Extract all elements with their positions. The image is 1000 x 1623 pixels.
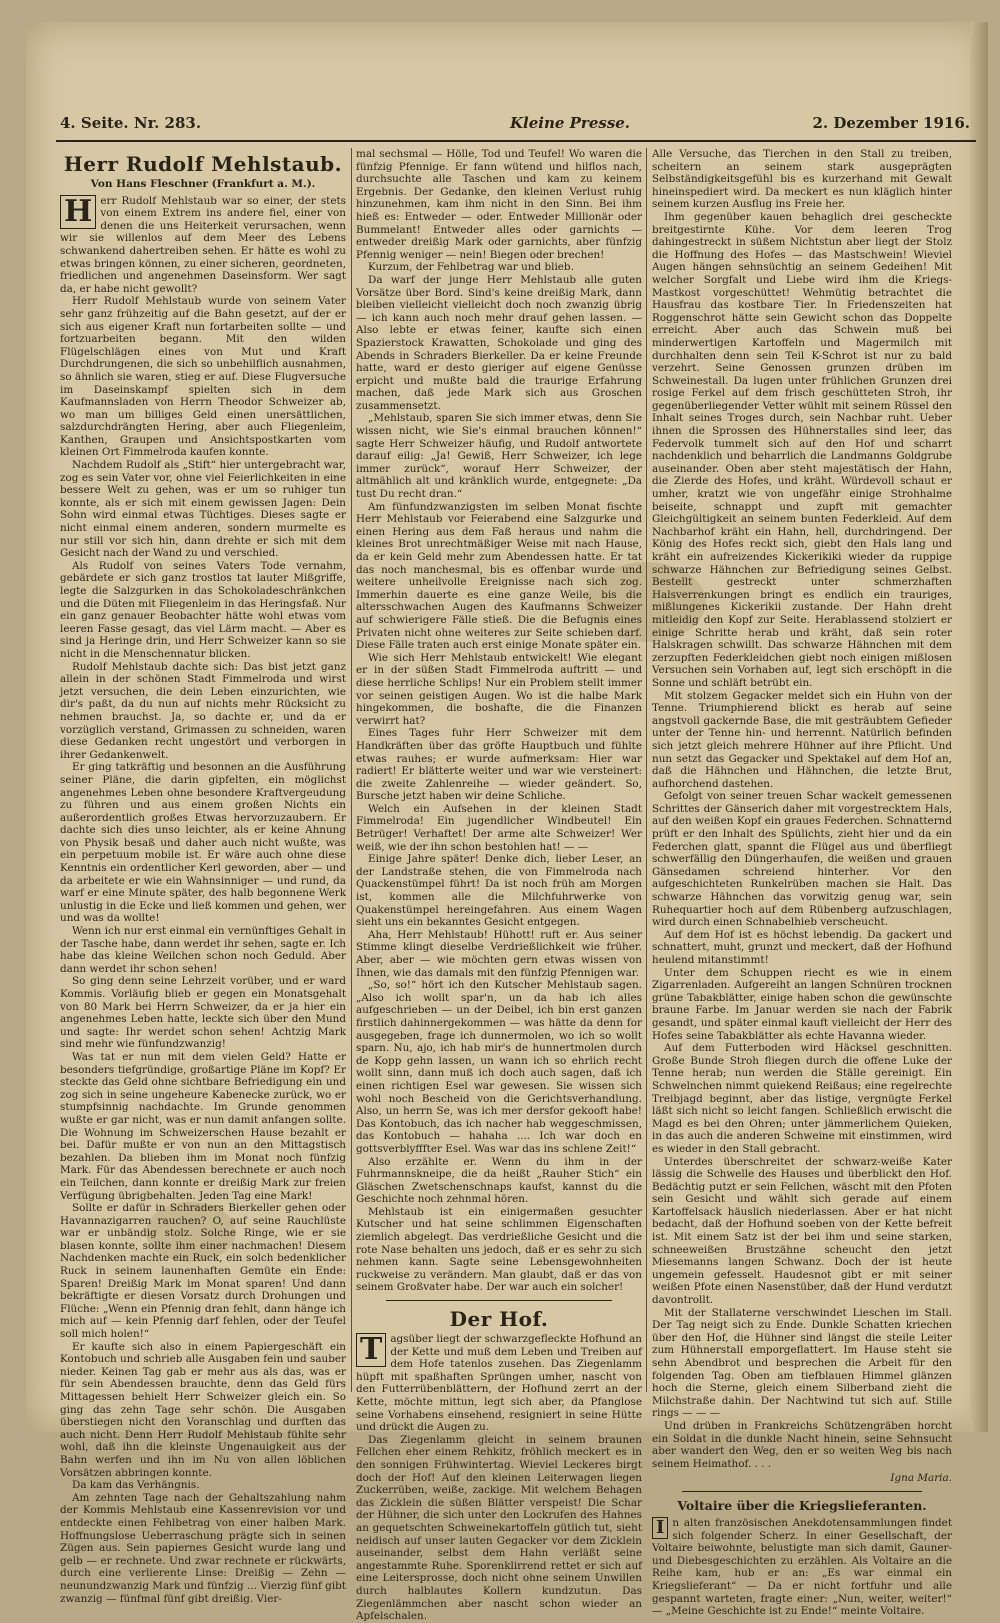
article-paragraph: Wenn ich nur erst einmal ein vernünftiges Gehalt in der Tasche habe, dann werdet ihr sehen, sagte er. Ich habe das kleine Weilchen schon noch Geduld. Aber dann werdet ihr schon sehen!	[60, 925, 346, 975]
article-paragraph: Eines Tages fuhr Herr Schweizer mit dem Handkräften über das gröfte Hauptbuch und fühlte etwas rauhes; er wurde aufmerksam: Hier war radiert! Er blätterte weiter und war wie versteinert: die zweite Zahlenreihe — wieder geändert. So, Bursche jetzt haben wir deine Schliche.	[356, 727, 642, 803]
article-paragraph: „So, so!“ hört ich den Kutscher Mehlstaub sagen. „Also ich wollt spar'n, un da hab ich alles aufgeschrieben — un der Deibel, ich bin erst ganzen firstlich dahinnergekommen — was hätte da denn for ausgegeben, frage ich dunnermolen, wo ich so wollt sparn. Nu, ajo, ich hab mir's de hunnertmolen durch de Kopp gehn lassen, un wann ich so ehrlich recht wollt sinn, dann muß ich doch auch sagen, daß ich einen richtigen Esel war gewesen. Sie wissen sich wohl noch Bescheid von die Gerichtsverhandlung. Also, un herrn Se, was ich mer dersfor gekooft habe! Das Kontobuch, das ich nacher hab weggeschmissen, das Kontobuch — hahaha .... Ich war doch en gottsverblyfffter Esel. Was war das ins schlene Zeit!“	[356, 979, 642, 1155]
article-title: Voltaire über die Kriegslieferanten.	[677, 1497, 927, 1513]
column-1	[60, 148, 346, 1605]
header-rule	[56, 140, 976, 142]
article-paragraph: Mehlstaub ist ein einigermaßen gesuchter Kutscher und hat seine schlimmen Eigenschaften ziemlich abgelegt. Das verdrießliche Gesicht und die rote Nase behalten uns jedoch, daß er es sehr zu sich nehmen kann. Sagte seine Lebensgewohnheiten ruckweise zu verändern. Man glaubt, daß er das von seinem Großvater habe. Der war auch ein solcher!	[356, 1205, 642, 1294]
column-separator	[646, 148, 647, 1392]
article-paragraph: Ihm gegenüber kauen behaglich drei gescheckte breitgestirnte Kühe. Vor dem leeren Trog dahingestreckt in süßem Nichtstun aber liegt der Stolz die Hoffnung des Hofes — das Mastschwein! Wieviel Augen hängen sehnsüchtig an seinem Gedeihen! Mit welcher Sorgfalt und Liebe wird ihm die Kriegs-Mastkost vorgeschüttet! Wehmütig betrachtet die Hausfrau das kostbare Tier. In Friedenszeiten hat Roggenschrot hätte sein Gewicht schon das Doppelte erreicht. Aber auch das Schwein muß bei minderwertigen Kartoffeln und Magermilch mit durchhalten denn sein Teil K-Schrot ist nur zu bald verzehrt. Seine Genossen grunzen drüben im Schweinestall. Da lugen unter frühlichen Grunzen drei rosige Ferkel auf dem frisch geschütteten Stroh, ihr gegenüberliegender Vetter wühlt mit seinem Rüssel den Inhalt seines Troges durch, sein Nachbar ruht. Ueber ihnen die Sprossen des Hühnerstalles sind leer, das Federvolk tummelt sich auf den Hof und scharrt nachdenklich und beharrlich die Landmanns Goldgrube auseinander. Oben aber steht majestätisch der Hahn, die Zierde des Hofes, und kräht. Würdevoll schaut er umher, kratzt wie von ungefähr einige Strohhalme beiseite, schnappt und zupft mit gemachter Gleichgültigkeit an seinem bunten Federkleid. Auf dem Nachbarhof kräht ein Hahn, hell, durchdringend. Der König des Hofes reckt sich, giebt den Hals lang und kräht ein aufreizendes Kickerikiki wieder da ruppige schwarze Hähnchen zur Befriedigung seines Gelbst. Bestellt gestreckt unter schmerzhaften Halsverrenkungen bringt es endlich ein trauriges, mißlungenes Kickerikii zustande. Der Hahn dreht mitleidig den Kopf zur Seite. Herablassend stolziert er einige Schritte herab und kräht, daß sein roter Halskragen schwillt. Das schwarze Hähnchen mit dem zerzupften Federkleidchen giebt noch einigen mißlosen Versuchen sein Vorhaben auf, legt sich erschöpft in die Sonne und schläft betrübt ein.	[652, 210, 952, 689]
article-paragraph: Da kam das Verhängnis.	[72, 1479, 200, 1492]
column-separator	[351, 148, 352, 1392]
page-number: 4. Seite. Nr. 283.	[60, 114, 202, 132]
article-divider	[386, 1300, 612, 1301]
article-paragraph: So ging denn seine Lehrzeit vorüber, und er ward Kommis. Vorläufig blieb er gegen ein Monatsgehalt von 80 Mark bei Herrn Schweizer, da er ja hier ein angenehmes Leben hatte, leckte sich über den Mund und sagte: Ihr werdet schon sehen! Achtzig Mark sind mehr wie fünfundzwanzig!	[60, 975, 346, 1051]
article-paragraph: I n alten französischen Anekdotensammlungen findet sich folgender Scherz. In einer Gesellschaft, der Voltaire beiwohnte, belustigte man sich damit, Gauner- und Diebesgeschichten zu erzählen. Als Voltaire an die Reihe kam, hub er an: „Es war einmal ein Kriegslieferant“ — Da er nicht fortfuhr und alle gespannt warteten, fragte einer: „Nun, weiter, weiter!“ — „Meine Geschichte ist zu Ende!“ meinte Voltaire.	[652, 1516, 952, 1618]
article-paragraph: Da warf der junge Herr Mehlstaub alle guten Vorsätze über Bord. Sind's keine dreißig Mark, dann bleiben vielleicht vielleicht doch noch zwanzig übrig — ich kann auch noch mehr drauf gehen lassen. — Also lebte er etwas feiner, kaufte sich einen Spazierstock Krawatten, Schokolade und ging des Abends in Schraders Bierkeller. Da er keine Freunde hatte, ward er desto gieriger auf eigene Genüsse erpicht und mußte bald die traurige Erfahrung machen, daß jede Mark sich aus Groschen zusammensetzt.	[356, 273, 642, 412]
article-paragraph: Auf dem Futterboden wird Häcksel geschnitten. Große Bunde Stroh fliegen durch die offene Luke der Tenne herab; nun werden die Ställe gereinigt. Ein Schwelnchen nimmt quiekend Reißaus; eine regelrechte Treibjagd beginnt, aber das listige, vergnügte Ferkel läßt sich nicht so leicht fangen. Schließlich erwischt die Magd es bei den Ohren; unter jämmerlichem Quieken, in das auch die anderen Schweine mit einstimmen, wird es wieder in den Stall gebracht.	[652, 1042, 952, 1155]
article-paragraph: Mit stolzem Gegacker meldet sich ein Huhn von der Tenne. Triumphierend blickt es herab auf seine angstvoll gackernde Base, die mit gesträubtem Gefieder unter der Tenne hin- und herrennt. Natürlich befinden sich jetzt gleich mehrere Hühner auf ihre Pflicht. Und nun setzt das Gegacker und Spektakel auf dem Hof an, daß die Hähnchen und Hähnchen, die letzte Brut, aufhorchend dastehen.	[652, 689, 952, 790]
article-paragraph: „Mehlstaub, sparen Sie sich immer etwas, denn Sie wissen nicht, wie Sie's einmal brauchen können!“ sagte Herr Schweizer häufig, und Rudolf antwortete darauf eilig: „Ja! Gewiß, Herr Schweizer, ich lege immer zurück“, worauf Herr Schweizer, der altmählich alt und kränklich wurde, entgegnete: „Da tust Du recht dran.“	[356, 412, 642, 501]
article-paragraph: mal sechsmal — Hölle, Tod und Teufel! Wo waren die fünfzig Pfennige. Er fann wütend und hilflos nach, durchsuchte alle Taschen und kam zu keinem Ergebnis. Der Gedanke, den kleinen Verlust ruhig hinzunehmen, kam ihm nicht in den Sinn. Bei ihm hieß es: Entweder — oder. Entweder Millionär oder Bummelant! Entweder alles oder garnichts — entweder dreißig Mark oder garnichts, aber fünfzig Pfennig weniger — nein! Biegen oder brechen!	[356, 148, 642, 261]
article-paragraph: Unterdes überschreitet der schwarz-weiße Kater lässig die Schwelle des Hauses und überblickt den Hof. Bedächtig putzt er sein Fellchen, wäscht mit den Pfoten sein Gesicht und wählt sich gerade auf einem Kartoffelsack häuslich niederlassen. Aber er hat nicht bedacht, daß der Hofhund soeben von der Kette befreit ist. Mit einem Satz ist der bei ihm und seine starken, schneeweißen Brustzähne scheucht den jetzt Miesemanns langen Schwanz. Doch der ist heute ungemein gefesselt. Haudesnot gibt er mit seiner weißen Pfote einen Nasenstüber, daß der Hund verdutzt davontrollt.	[652, 1155, 952, 1307]
article-paragraph: Was tat er nun mit dem vielen Geld? Hatte er besonders tiefgründige, großartige Pläne im Kopf? Er steckte das Geld ohne sichtbare Befriedigung ein und zog sich in seine ungeheure Kabenecke zurück, wo er stumpfsinnig nachdachte. Im Grunde genommen wußte er gar nicht, was er nun damit anfangen sollte. Die Wohnung im Schweizerschen Hause bezahlt er bei. Dafür mußte er von nun an den Mittagstisch bezahlen. Da blieben ihm im Monat noch fünfzig Mark. Für das Abendessen berechnete er auch noch ein Teilchen, dann konnte er dreißig Mark zur freien Verfügung übrigbehalten. Jeden Tag eine Mark!	[60, 1050, 346, 1202]
article-paragraph: Welch ein Aufsehen in der kleinen Stadt Fimmelroda! Ein jugendlicher Windbeutel! Ein Betrüger! Verhaftet! Der arme alte Schweizer! Wer weiß, wie der ihn schon bestohlen hat! — —	[356, 802, 642, 853]
newspaper-page	[26, 22, 988, 1623]
article-paragraph: Kurzum, der Fehlbetrag war und blieb.	[368, 261, 574, 274]
article-paragraph: Aha, Herr Mehlstaub! Hühott! ruft er. Aus seiner Stimme klingt dieselbe Verdrießlichkeit wie früher. Aber, aber — wie möchten gern etwas wissen von Ihnen, wie das damals mit den fünfzig Pfennigen war.	[356, 928, 642, 979]
page-header	[50, 108, 980, 138]
article-byline: Von Hans Fleschner (Frankfurt a. M.).	[90, 178, 316, 190]
article-paragraph: Einige Jahre später! Denke dich, lieber Leser, an der Landstraße stehen, die von Fimmelroda nach Quackenstümpel führt! Da ist noch früh am Morgen ist, kommen alle die Milchfuhrwerke von Quakenstümpel hereingefahren. Aus einem Wagen sieht uns ein bekanntes Gesicht entgegen.	[356, 853, 642, 929]
article-paragraph: Nachdem Rudolf als „Stift“ hier untergebracht war, zog es sein Vater vor, ohne viel Feierlichkeiten in eine bessere Welt zu gehen, was er um so ruhiger tun konnte, als er sich mit einem gewissen Jagen: Dein Sohn wird einmal etwas Tüchtiges. Dieses sagte er nicht einmal einem anderen, sondern murmelte es nur still vor sich hin, dann drehte er sich mit dem Gesicht nach der Wand zu und verschied.	[60, 459, 346, 560]
article-paragraph: Wie sich Herr Mehlstaub entwickelt! Wie elegant er in der süßen Stadt Fimmelroda auftritt — und diese herrliche Schlips! Nur ein Problem stellt immer vor seinen geistigen Augen. Wo ist die halbe Mark hingekommen, die boshafte, die die Finanzen verwirrt hat?	[356, 651, 642, 727]
drop-cap: H	[60, 195, 96, 229]
article-paragraph: Alle Versuche, das Tierchen in den Stall zu treiben, scheitern an seinem stark ausgeprägten Selbständigkeitsgefühl bis es kurzerhand mit Gewalt hineinspediert wird. Da meckert es nun kläglich hinter seinem kurzen Ausflug ins Freie her.	[652, 148, 952, 211]
article-paragraph: Also erzählte er. Wenn du ihm in der Fuhrmannskneipe, die da heißt „Rauher Stich“ ein Gläschen Zwetschenschnaps kaufst, kannst du die Geschichte noch zehnmal hören.	[356, 1155, 642, 1206]
issue-date: 2. Dezember 1916.	[812, 114, 970, 132]
article-signature: Igna Maria.	[890, 1472, 952, 1485]
article-paragraph: Mit der Stallaterne verschwindet Lieschen im Stall. Der Tag neigt sich zu Ende. Dunkle Schatten kriechen über den Hof, die Hühner sind längst die steile Leiter zum Hühnerstall emporgeflattert. Im Hause steht sie sehn Abendbrot und besprechen die Arbeit für den folgenden Tag. Oben am tiefblauen Himmel glänzen hoch die Sterne, gleich einem Silberband zieht die Milchstraße dahin. Der Nachtwind tut sich auf. Stille rings — — —	[652, 1306, 952, 1420]
article-paragraph: Gefolgt von seiner treuen Schar wackelt gemessenen Schrittes der Gänserich daher mit vorgestrecktem Hals, auf den weißen Kopf ein graues Federchen. Schnatternd prüft er den Inhalt des Spülichts, zieht hier und da ein Federchen glatt, spannt die Flügel aus und überfliegt schwerfällig den Düngerhaufen, die weißen und grauen Gänsedamen schreiend hinterher. Vor den aufgeschichteten Runkelrüben machen sie Halt. Das schwarze Hähnchen das vorwitzig genug war, sein Ruhequartier hoch auf dem Rübenberg aufzuschlagen, wird durch einen Schnabelhieb verscheucht.	[652, 790, 952, 929]
article-paragraph: Er kaufte sich also in einem Papiergeschäft ein Kontobuch und schrieb alle Ausgaben fein und sauber nieder. Keinen Tag gab er mehr aus als das, was er für sein Abendessen brauchte, denn das Geld fürs Mittagessen behielt Herr Schweizer gleich ein. So ging das zehn Tage sehr schön. Die Ausgaben überstiegen nicht den Voranschlag und durften das auch nicht. Denn Herr Rudolf Mehlstaub fühlte sehr wohl, daß ihn die kleinste Ungenauigkeit aus der Bahn werfen und ihn im Nu von allen löblichen Vorsätzen abbringen konnte.	[60, 1340, 346, 1479]
article-paragraph: Als Rudolf von seines Vaters Tode vernahm, gebärdete er sich ganz trostlos tat lauter Mißgriffe, legte die Salzgurken in das Schokoladeschränkchen und die Düten mit Fliegenleim in das Heringsfaß. Nur ein ganz genauer Beobachter hätte wohl etwas vom leeren Fasse gesagt, das viel Lärm macht. — Aber es sind ja Heringe drin, und Herr Schweizer kann so sie nicht in die Menschennatur blicken.	[60, 559, 346, 660]
article-paragraph: Am zehnten Tage nach der Gehaltszahlung nahm der Kommis Mehlstaub eine Kassenrevision vor und entdeckte einen Fehlbetrag von einer halben Mark. Hoffnungslose Ueberraschung prägte sich in seinen Zügen aus. Sein papiernes Gesicht wurde lang und gelb — er rechnete. Und zwar rechnete er rückwärts, durch eine verlierente Linse: Dreißig — Zehn — neunundzwanzig Mark und fünfzig ... Vierzig fünf gibt zwanzig — fünfmal fünf gibt dreißig. Vier-	[60, 1491, 346, 1605]
article-title: Herr Rudolf Mehlstaub.	[63, 152, 343, 176]
drop-cap: T	[356, 1333, 386, 1367]
article-paragraph: Unter dem Schuppen riecht es wie in einem Zigarrenladen. Aufgereiht an langen Schnüren trocknen grüne Tabakblätter, einige haben schon die gewünschte braune Farbe. Im Januar werden sie nach der Fabrik gesandt, und später einmal kauft vielleicht der Herr des Hofes seine Tabakblätter als echte Havanna wieder.	[652, 966, 952, 1042]
article-paragraph: H err Rudolf Mehlstaub war so einer, der stets von einem Extrem ins andere fiel, einer von denen die uns Heiterkeit verursachen, wenn wir sie willenlos auf dem Meer des Lebens schwankend dahertreiben sehen. Er hätte es wohl zu etwas bringen können, zu einer sicheren, geordneten, friedlichen und angenehmen Daseinsform. Wer sagt da, er habe nicht gewollt?	[60, 193, 346, 295]
article-paragraph: Am fünfundzwanzigsten im selben Monat fischte Herr Mehlstaub vor Feierabend eine Salzgurke und einen Hering aus dem Faß heraus und nahm die kleines Brot unrechtmäßiger Weise mit nach Hause, da er kein Geld mehr zum Abendessen hatte. Er tat das noch manchesmal, bis es offenbar wurde und weitere unheilvolle Ereignisse nach sich zog. Immerhin dauerte es eine ganze Weile, bis die altersschwachen Augen des Kaufmanns Schweizer auf schwierigere Fälle stieß. Die die Befugnis eines Privaten nicht ohne weiteres zur Seite schieben darf. Diese Fälle traten auch erst einige Monate später ein.	[356, 500, 642, 652]
article-title: Der Hof.	[449, 1307, 549, 1332]
drop-cap: I	[652, 1517, 668, 1539]
article-paragraph: Er ging tatkräftig und besonnen an die Ausführung seiner Pläne, die darin gipfelten, ein möglichst angenehmes Leben ohne besondere Kraftvergeudung zu führen und aus einem großen Nichts ein außerordentlich großes Etwas hervorzuzaubern. Er dachte sich dies unso leichter, als er keine Ahnung von Physik besaß und daher auch nicht wußte, was ein perpetuum mobile ist. Er wäre auch ohne diese Kenntnis ein ordentlicher Kerl geworden, aber — und da arbeitete er wie ein Wahnsinniger — und rund, da warf er eine Minute später, des halb begonnene Werk unlustig in die Ecke und ließ kommen und gehen, wer und was da wollte!	[60, 761, 346, 925]
article-paragraph: Das Ziegenlamm gleicht in seinem braunen Fellchen eher einem Rehkitz, fröhlich meckert es in den sonnigen Frühwintertag. Wieviel Leckeres birgt doch der Hof! Auf den kleinen Leiterwagen liegen Zuckerrüben, weiße, zackige. Mit welchem Behagen das Zicklein die süßen Blätter verspeist! Die Schar der Hühner, die sich unter den Lockrufen des Hahnes an gequetschten Schweinekartoffeln gütlich tut, sieht neidisch auf unser lauten Gegacker vor dem Zicklein auseinander, selbst dem Hahn verläßt seine angestammte Ruhe. Sporenklirrend rettet er sich auf eine Leitersprosse, doch nicht ohne seinem Unwillen durch halblautes Kollern kundzutun. Das Ziegenlämmchen aber nascht schon wieder an Apfelschalen.	[356, 1433, 642, 1623]
column-2	[356, 148, 642, 1623]
article-paragraph: Auf dem Hof ist es höchst lebendig. Da gackert und schnattert, muht, grunzt und meckert, daß der Hofhund heulend mitanstimmt!	[652, 928, 952, 966]
article-paragraph: Herr Rudolf Mehlstaub wurde von seinem Vater sehr ganz frühzeitig auf die Bahn gesetzt, auf der er sich aus eigener Kraft nun fortarbeiten sollte — und fortzuarbeiten begann. Mit den wilden Flügelschlägen eines von Mut und Kraft Durchdrungenen, die sich so unbehilflich ausnahmen, so ähnlich sie waren, stieg er auf. Diese Flugversuche im Daseinskampf spielten sich in dem Kaufmannsladen von Herrn Theodor Schweizer ab, wo man um billiges Geld einen unersättlichen, salzdurchdrängten Hering, aber auch Fliegenleim, Kanthen, Graupen und Ansichtspostkarten vom kleinen Ort Fimmelroda kaufen konnte.	[60, 295, 346, 459]
article-paragraph: Rudolf Mehlstaub dachte sich: Das bist jetzt ganz allein in der schönen Stadt Fimmelroda und wirst jetzt versuchen, die dein Leben einzurichten, wie dir's paßt, da du nun auf nichts mehr Rücksicht zu nehmen brauchst. Ja, so dachte er, und da er vorzüglich verstand, Grimassen zu schneiden, waren diese Gedanken recht ungestört und verborgen in ihrer Gedankenwelt.	[60, 660, 346, 761]
article-divider	[682, 1491, 922, 1492]
page-fold-edge	[970, 22, 988, 1432]
column-3	[652, 148, 952, 1618]
newspaper-name: Kleine Presse.	[510, 114, 631, 132]
article-paragraph: Sollte er dafür in Schraders Bierkeller gehen oder Havannazigarren rauchen? O, auf seine Rauchlüste war er unbändig stolz. Solche Ringe, wie er sie blasen konnte, sollte ihm einer nachmachen! Diesem Nachdenken machte ein Ruck, ein solch bedenklicher Ruck in seinem launenhaften Gemüte ein Ende: Sparen! Dreißig Mark im Monat sparen! Und dann bekräftigte er diesen Vorsatz durch Drohungen und Flüche: „Wenn ein Pfennig dran fehlt, dann hänge ich mich auf — kein Pfennig darf fehlen, oder der Teufel soll mich holen!“	[60, 1202, 346, 1341]
article-paragraph: T agsüber liegt der schwarzgefleckte Hofhund an der Kette und muß dem Leben und Treiben auf dem Hofe tatenlos zusehen. Das Ziegenlamm hüpft mit spaßhaften Sprüngen umher, nascht von den Futterrübenblättern, der Hofhund zerrt an der Kette, möchte mittun, legt sich aber, da Pfanglose seine Vorhabens einsehend, resigniert in seine Hütte und drückt die Augen zu.	[356, 1332, 642, 1434]
article-paragraph: Und drüben in Frankreichs Schützengräben horcht ein Soldat in die dunkle Nacht hinein, seine Sehnsucht aber wandert den Weg, den er so weiten Weg bis nach seinem Heimathof. . . .	[652, 1419, 952, 1470]
